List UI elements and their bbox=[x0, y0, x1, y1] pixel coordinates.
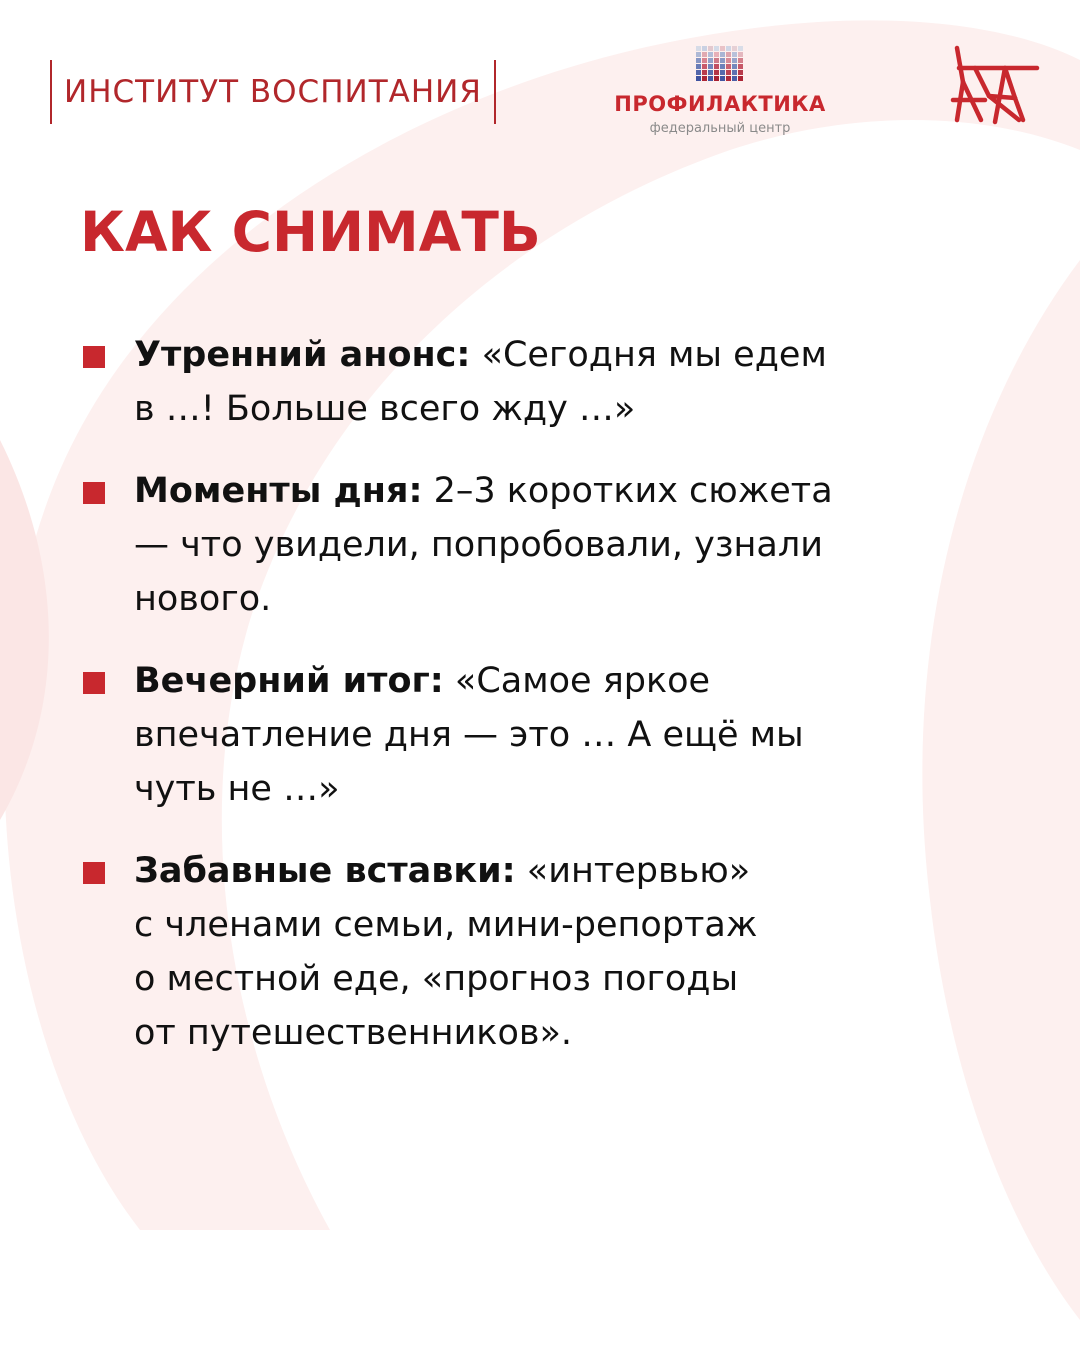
chair-icon bbox=[945, 40, 1045, 126]
institute-logo bbox=[50, 60, 496, 124]
list-item bbox=[83, 328, 1013, 436]
header bbox=[0, 0, 1080, 160]
item-line bbox=[134, 328, 1013, 382]
item-line: от путешественников». bbox=[134, 1013, 573, 1053]
item-line: с членами семьи, мини-репортаж bbox=[134, 905, 758, 945]
item-line bbox=[134, 464, 1013, 518]
item-line bbox=[134, 844, 1013, 898]
bullet-square-icon bbox=[83, 862, 105, 884]
bullet-square-icon bbox=[83, 346, 105, 368]
item-line: — что увидели, попробовали, узнали bbox=[134, 525, 823, 565]
item-line: чуть не …» bbox=[134, 769, 340, 809]
institute-name: ИНСТИТУТ ВОСПИТАНИЯ bbox=[64, 74, 482, 110]
item-label: Моменты дня: bbox=[134, 471, 423, 511]
item-line: впечатление дня — это … А ещё мы bbox=[134, 715, 804, 755]
profilaktika-subtitle: федеральный центр bbox=[649, 121, 791, 136]
item-text: «Сегодня мы едем bbox=[470, 335, 827, 375]
item-label: Утренний анонс: bbox=[134, 335, 471, 375]
list-item bbox=[83, 654, 1013, 816]
bullet-square-icon bbox=[83, 672, 105, 694]
item-line: в …! Больше всего жду …» bbox=[134, 389, 636, 429]
list-item bbox=[83, 464, 1013, 626]
item-line: нового. bbox=[134, 579, 272, 619]
item-text: «Самое яркое bbox=[443, 661, 711, 701]
bullet-square-icon bbox=[83, 482, 105, 504]
item-text: 2–3 коротких сюжета bbox=[422, 471, 833, 511]
profilaktika-logo bbox=[600, 44, 840, 144]
item-line bbox=[134, 654, 1013, 708]
list-item bbox=[83, 844, 1013, 1060]
item-line: о местной еде, «прогноз погоды bbox=[134, 959, 739, 999]
item-label: Забавные вставки: bbox=[134, 851, 516, 891]
tips-list bbox=[83, 328, 1013, 1088]
item-label: Вечерний итог: bbox=[134, 661, 444, 701]
profilaktika-title: ПРОФИЛАКТИКА bbox=[614, 92, 826, 116]
mosaic-grid-icon bbox=[696, 46, 746, 84]
item-text: «интервью» bbox=[515, 851, 751, 891]
page-title: КАК СНИМАТЬ bbox=[80, 200, 541, 264]
